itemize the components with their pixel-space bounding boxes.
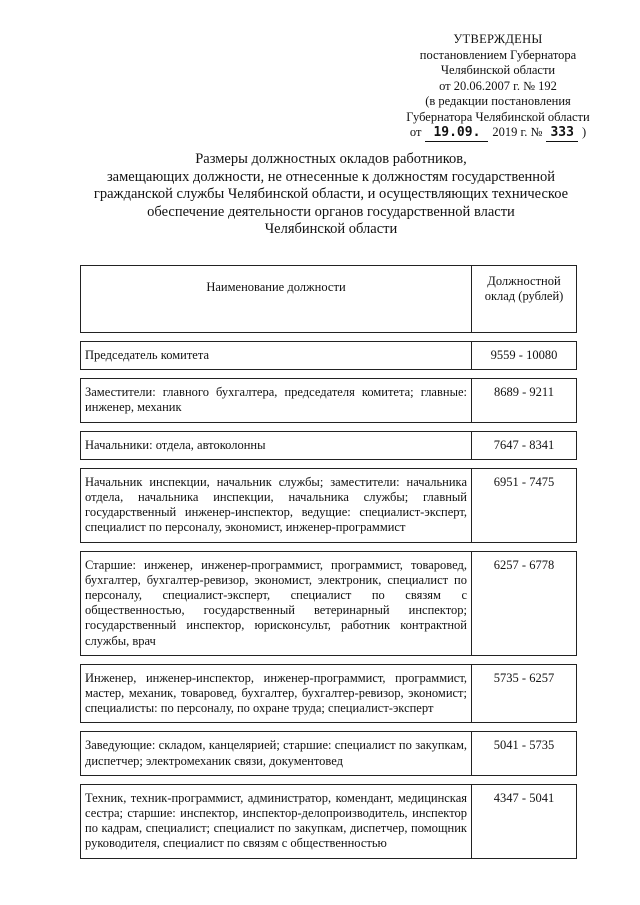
table-header-row: [81, 266, 577, 333]
heading-line: Размеры должностных окладов работников,: [195, 151, 467, 167]
approval-line: от 20.06.2007 г. № 192: [439, 78, 557, 93]
salary-range: 7647 - 8341: [472, 431, 577, 459]
position-name: Председатель комитета: [81, 342, 472, 370]
position-name: Заведующие: складом, канцелярией; старшие: специалист по закупкам, диспетчер; электромеханик связи, документовед: [81, 732, 472, 775]
column-header-salary-line: Должностной: [487, 274, 561, 288]
salary-range: 6951 - 7475: [472, 468, 577, 542]
table-row: [81, 732, 577, 775]
table-row: [81, 468, 577, 542]
heading-line: Челябинской области: [264, 221, 398, 237]
salary-range: 5735 - 6257: [472, 664, 577, 723]
heading-line: замещающих должности, не отнесенные к должностям государственной: [106, 168, 556, 185]
handwritten-number: 333: [546, 125, 577, 142]
position-name: Старшие: инженер, инженер-программист, программист, товаровед, бухгалтер, бухгалтер-ревизор, экономист, электроник, специалист по персоналу, специалист-эксперт, специалист по связям с общественностью, государственный ветеринарный инспектор; государственный инспектор, юрисконсульт, работник контрактной службы, врач: [81, 551, 472, 655]
table-row: [81, 431, 577, 459]
date-prefix: от: [409, 125, 422, 139]
salary-table: [80, 265, 577, 859]
salary-range: 4347 - 5041: [472, 784, 577, 858]
column-header-position: Наименование должности: [81, 266, 472, 333]
handwritten-date: 19.09.: [425, 125, 488, 142]
approval-date-line: [392, 125, 604, 142]
table-row: [81, 342, 577, 370]
date-year: 2019 г. №: [492, 125, 543, 139]
position-name: Заместители: главного бухгалтера, председателя комитета; главные: инженер, механик: [81, 379, 472, 422]
heading-line: обеспечение деятельности органов государственной власти: [147, 203, 515, 220]
salary-range: 8689 - 9211: [472, 379, 577, 422]
date-close: ): [581, 125, 587, 139]
table-row: [81, 784, 577, 858]
table-row: [81, 551, 577, 655]
position-name: Начальник инспекции, начальник службы; заместители: начальника отдела, начальника инспекции, начальника службы; главный государственный инженер-инспектор, ведущие: специалист-эксперт, специалист по персоналу, экономист, инженер-программист: [81, 468, 472, 542]
column-header-salary: [472, 266, 577, 333]
approval-line: постановлением Губернатора: [419, 47, 577, 62]
column-header-salary-line: оклад (рублей): [484, 289, 564, 304]
approval-line: Челябинской области: [440, 63, 556, 77]
approval-title: УТВЕРЖДЕНЫ: [453, 32, 543, 46]
document-heading: [60, 151, 602, 239]
position-name: Инженер, инженер-инспектор, инженер-программист, программист, мастер, механик, товаровед, бухгалтер, бухгалтер-ревизор, экономист; специалисты: по персоналу, по охране труда; специалист-эксперт: [81, 664, 472, 723]
salary-range: 9559 - 10080: [472, 342, 577, 370]
salary-range: 5041 - 5735: [472, 732, 577, 775]
position-name: Техник, техник-программист, администратор, комендант, медицинская сестра; старшие: инспектор, инспектор-делопроизводитель, инспектор по кадрам, специалист; специалист по закупкам, диспетчер, помощник руководителя, специалист по связям с общественностью: [81, 784, 472, 858]
approval-line: Губернатора Челябинской области: [406, 109, 590, 124]
position-name: Начальники: отдела, автоколонны: [81, 431, 472, 459]
approval-line: (в редакции постановления: [425, 94, 571, 108]
salary-range: 6257 - 6778: [472, 551, 577, 655]
approval-stamp: [392, 32, 604, 142]
heading-line: гражданской службы Челябинской области, и осуществляющих техническое: [93, 186, 569, 202]
table-row: [81, 379, 577, 422]
table-row: [81, 664, 577, 723]
